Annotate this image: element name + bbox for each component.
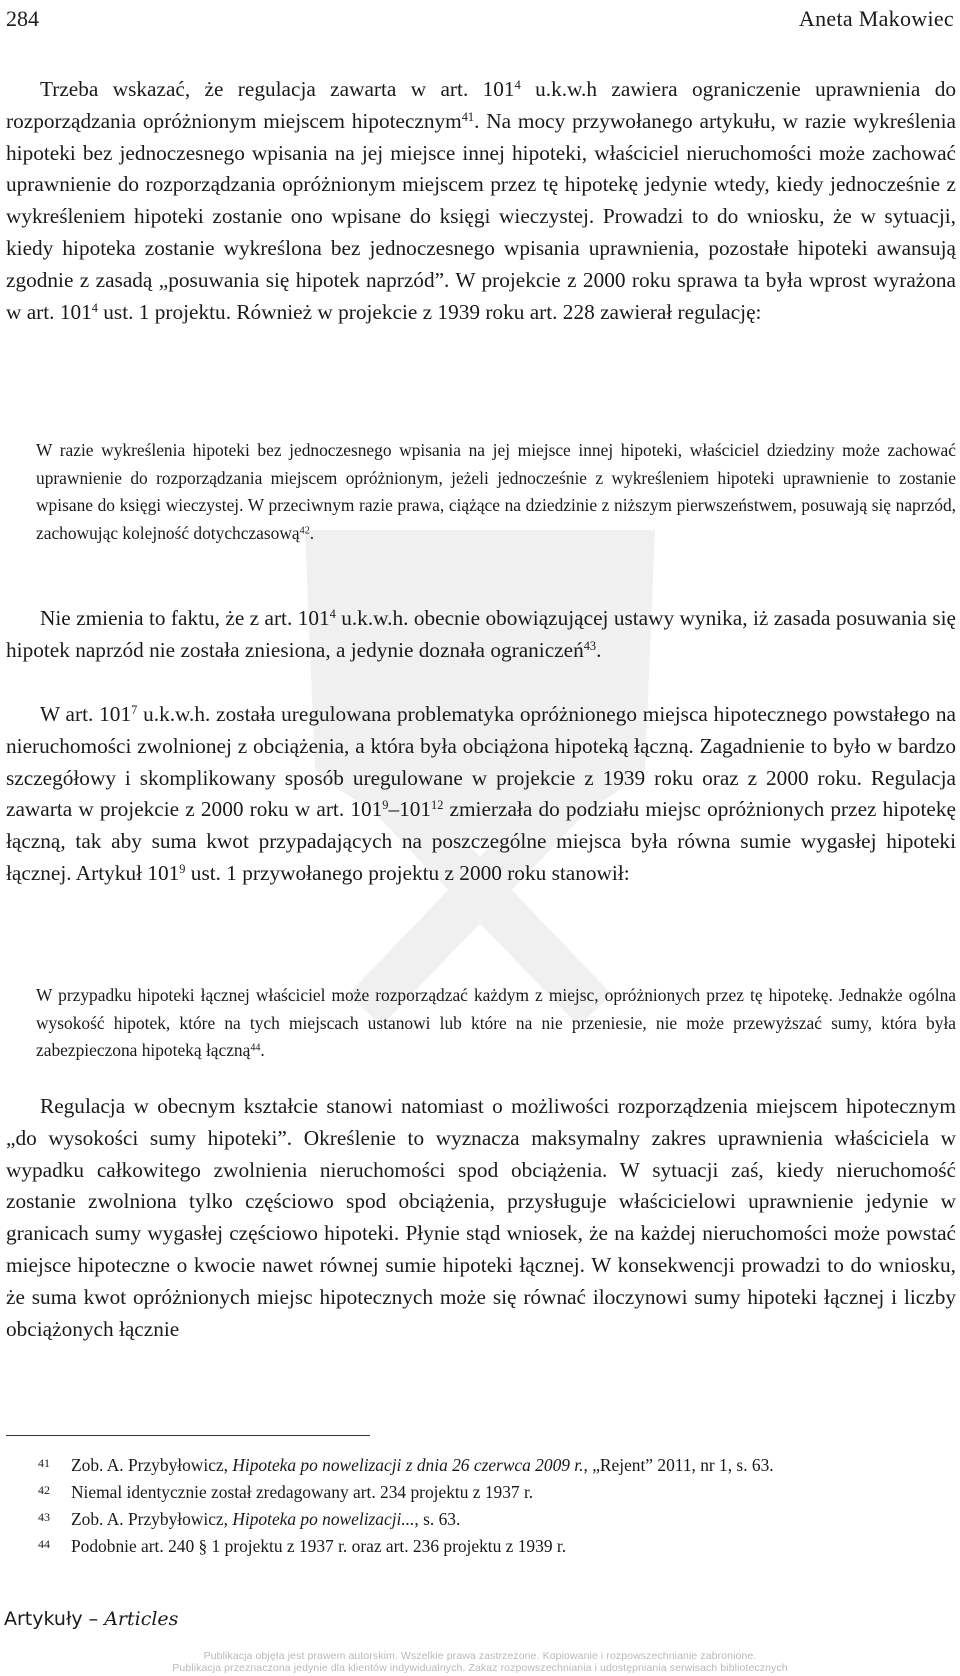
footnote-ref: 43 xyxy=(583,639,597,654)
page-number: 284 xyxy=(6,6,39,31)
running-header xyxy=(0,6,960,36)
footnote-ref: 41 xyxy=(461,110,475,125)
footnotes xyxy=(6,1455,956,1563)
footnote-ref: 9 xyxy=(382,798,389,813)
footnote-41 xyxy=(6,1455,956,1482)
footnote-separator xyxy=(6,1435,370,1436)
footnote-ref: 4 xyxy=(91,300,98,315)
footnote-number: 41 xyxy=(38,1456,50,1470)
footnote-text: Zob. A. Przybyłowicz, Hipoteka po nowelizacji..., s. 63. xyxy=(71,1509,461,1529)
footnote-43 xyxy=(6,1509,956,1536)
footnote-text: Niemal identycznie został zredagowany art. 234 projektu z 1937 r. xyxy=(71,1482,534,1502)
footnote-ref: 7 xyxy=(131,703,138,718)
section-label: Artykuły – Articles xyxy=(4,1608,179,1630)
footnote-text: Podobnie art. 240 § 1 projektu z 1937 r. oraz art. 236 projektu z 1939 r. xyxy=(71,1536,567,1556)
paragraph-2: Nie zmienia to faktu, że z art. $101^4$ u.k.w.h. obecnie obowiązującej ustawy wynika, iż zasada posuwania się hipotek naprzód nie została zniesiona, a jedynie doznała ograniczeń$^{43}$. xyxy=(6,606,956,662)
footnote-42 xyxy=(6,1482,956,1509)
footnote-ref: 9 xyxy=(179,862,186,877)
footnote-ref: 4 xyxy=(329,607,336,622)
distribution-notice: Publikacja przeznaczona jedynie dla klientów indywidualnych. Zakaz rozpowszechniania i udostępniania serwisach bibliotecznych xyxy=(172,1662,788,1674)
running-author: Aneta Makowiec xyxy=(798,6,954,31)
paragraph-3: W art. $101^7$ u.k.w.h. została uregulowana problematyka opróżnionego miejsca hipotecznego powstałego na nieruchomości zwolnionej z obciążenia, a która była obciążona hipoteką łączną. Zagadnienie to było w bardzo szczegółowy i skomplikowany sposób uregulowane w projekcie z 1939 roku oraz z 2000 roku. Regulacja zawarta w projekcie z 2000 roku w art. $101^9-101^{12}$ zmierzała do podziału miejsc opróżnionych przez hipotekę łączną, tak aby suma kwot przypadających na poszczególne miejsca była równa sumie wygasłej hipoteki łącznej. Artykuł $101^9$ ust. 1 przywołanego projektu z 2000 roku stanowił: xyxy=(6,702,956,885)
footnote-ref: 4 xyxy=(514,78,521,93)
footnote-44 xyxy=(6,1536,956,1563)
paragraph-1: Trzeba wskazać, że regulacja zawarta w art. $101^4$ u.k.w.h zawiera ograniczenie uprawnienia do rozporządzania opróżnionym miejscem hipotecznym$^{41}$. Na mocy przywołanego artykułu, w razie wykreślenia hipoteki bez jednoczesnego wpisania na jej miejsce innej hipoteki, właściciel nieruchomości może zachować uprawnienie do rozporządzania opróżnionym miejscem przez tę hipotekę jedynie wtedy, kiedy jednocześnie z wykreśleniem hipoteki zostanie ono wpisane do księgi wieczystej. Prowadzi to do wniosku, że w sytuacji, kiedy hipoteka zostanie wykreślona bez jednoczesnego wpisania uprawnienia, pozostałe hipoteki awansują zgodnie z zasadą „posuwania się hipotek naprzód”. W projekcie z 2000 roku sprawa ta była wprost wyrażona w art. $101^4$ ust. 1 projektu. Również w projekcie z 1939 roku art. 228 zawierał regulację: xyxy=(6,77,956,324)
footnote-ref: 42 xyxy=(299,524,310,536)
block-quote-1: W razie wykreślenia hipoteki bez jednoczesnego wpisania na jej miejsce innej hipoteki, właściciel dziedziny może zachować uprawnienie do rozporządzania miejscem opróżnionym, jeżeli jednocześnie z wykreśleniem hipoteki uprawnienie to zostanie wpisane do księgi wieczystej. W przeciwnym razie prawa, ciążące na dziedzinie z niższym pierwszeństwem, posuwają się naprzód, zachowując kolejność dotychczasową$^{42}$. xyxy=(36,440,956,543)
footnote-number: 43 xyxy=(38,1510,50,1524)
copyright-notice: Publikacja objęta jest prawem autorskim. Wszelkie prawa zastrzeżone. Kopiowanie i rozpowszechnianie zabronione. xyxy=(203,1650,757,1662)
paragraph-4: Regulacja w obecnym kształcie stanowi natomiast o możliwości rozporządzenia miejscem hipotecznym „do wysokości sumy hipoteki”. Określenie to wyznacza maksymalny zakres uprawnienia właściciela w wypadku całkowitego zwolnienia nieruchomości spod obciążenia. W sytuacji zaś, kiedy nieruchomość zostanie zwolniona tylko częściowo spod obciążenia, przysługuje właścicielowi uprawnienie jedynie w granicach sumy wygasłej częściowo hipoteki. Płynie stąd wniosek, że na każdej nieruchomości może powstać miejsce hipoteczne o kwocie nawet równej sumie hipoteki łącznej. W konsekwencji prowadzi to do wniosku, że suma kwot opróżnionych miejsc hipotecznych może się równać iloczynowi sumy hipoteki łącznej i liczby obciążonych łącznie xyxy=(6,1094,956,1341)
footnote-ref: 44 xyxy=(250,1042,261,1054)
footnote-number: 44 xyxy=(38,1537,50,1551)
footnote-ref: 12 xyxy=(431,798,444,813)
footnote-text: Zob. A. Przybyłowicz, Hipoteka po nowelizacji z dnia 26 czerwca 2009 r., „Rejent” 2011, nr 1, s. 63. xyxy=(71,1455,774,1475)
block-quote-2: W przypadku hipoteki łącznej właściciel może rozporządzać każdym z miejsc, opróżnionych przez tę hipotekę. Jednakże ogólna wysokość hipotek, które na tych miejscach ustanowi lub które na nie przeniesie, nie może przewyższać sumy, która była zabezpieczona hipoteką łączną$^{44}$. xyxy=(36,985,956,1060)
footnote-number: 42 xyxy=(38,1483,50,1497)
